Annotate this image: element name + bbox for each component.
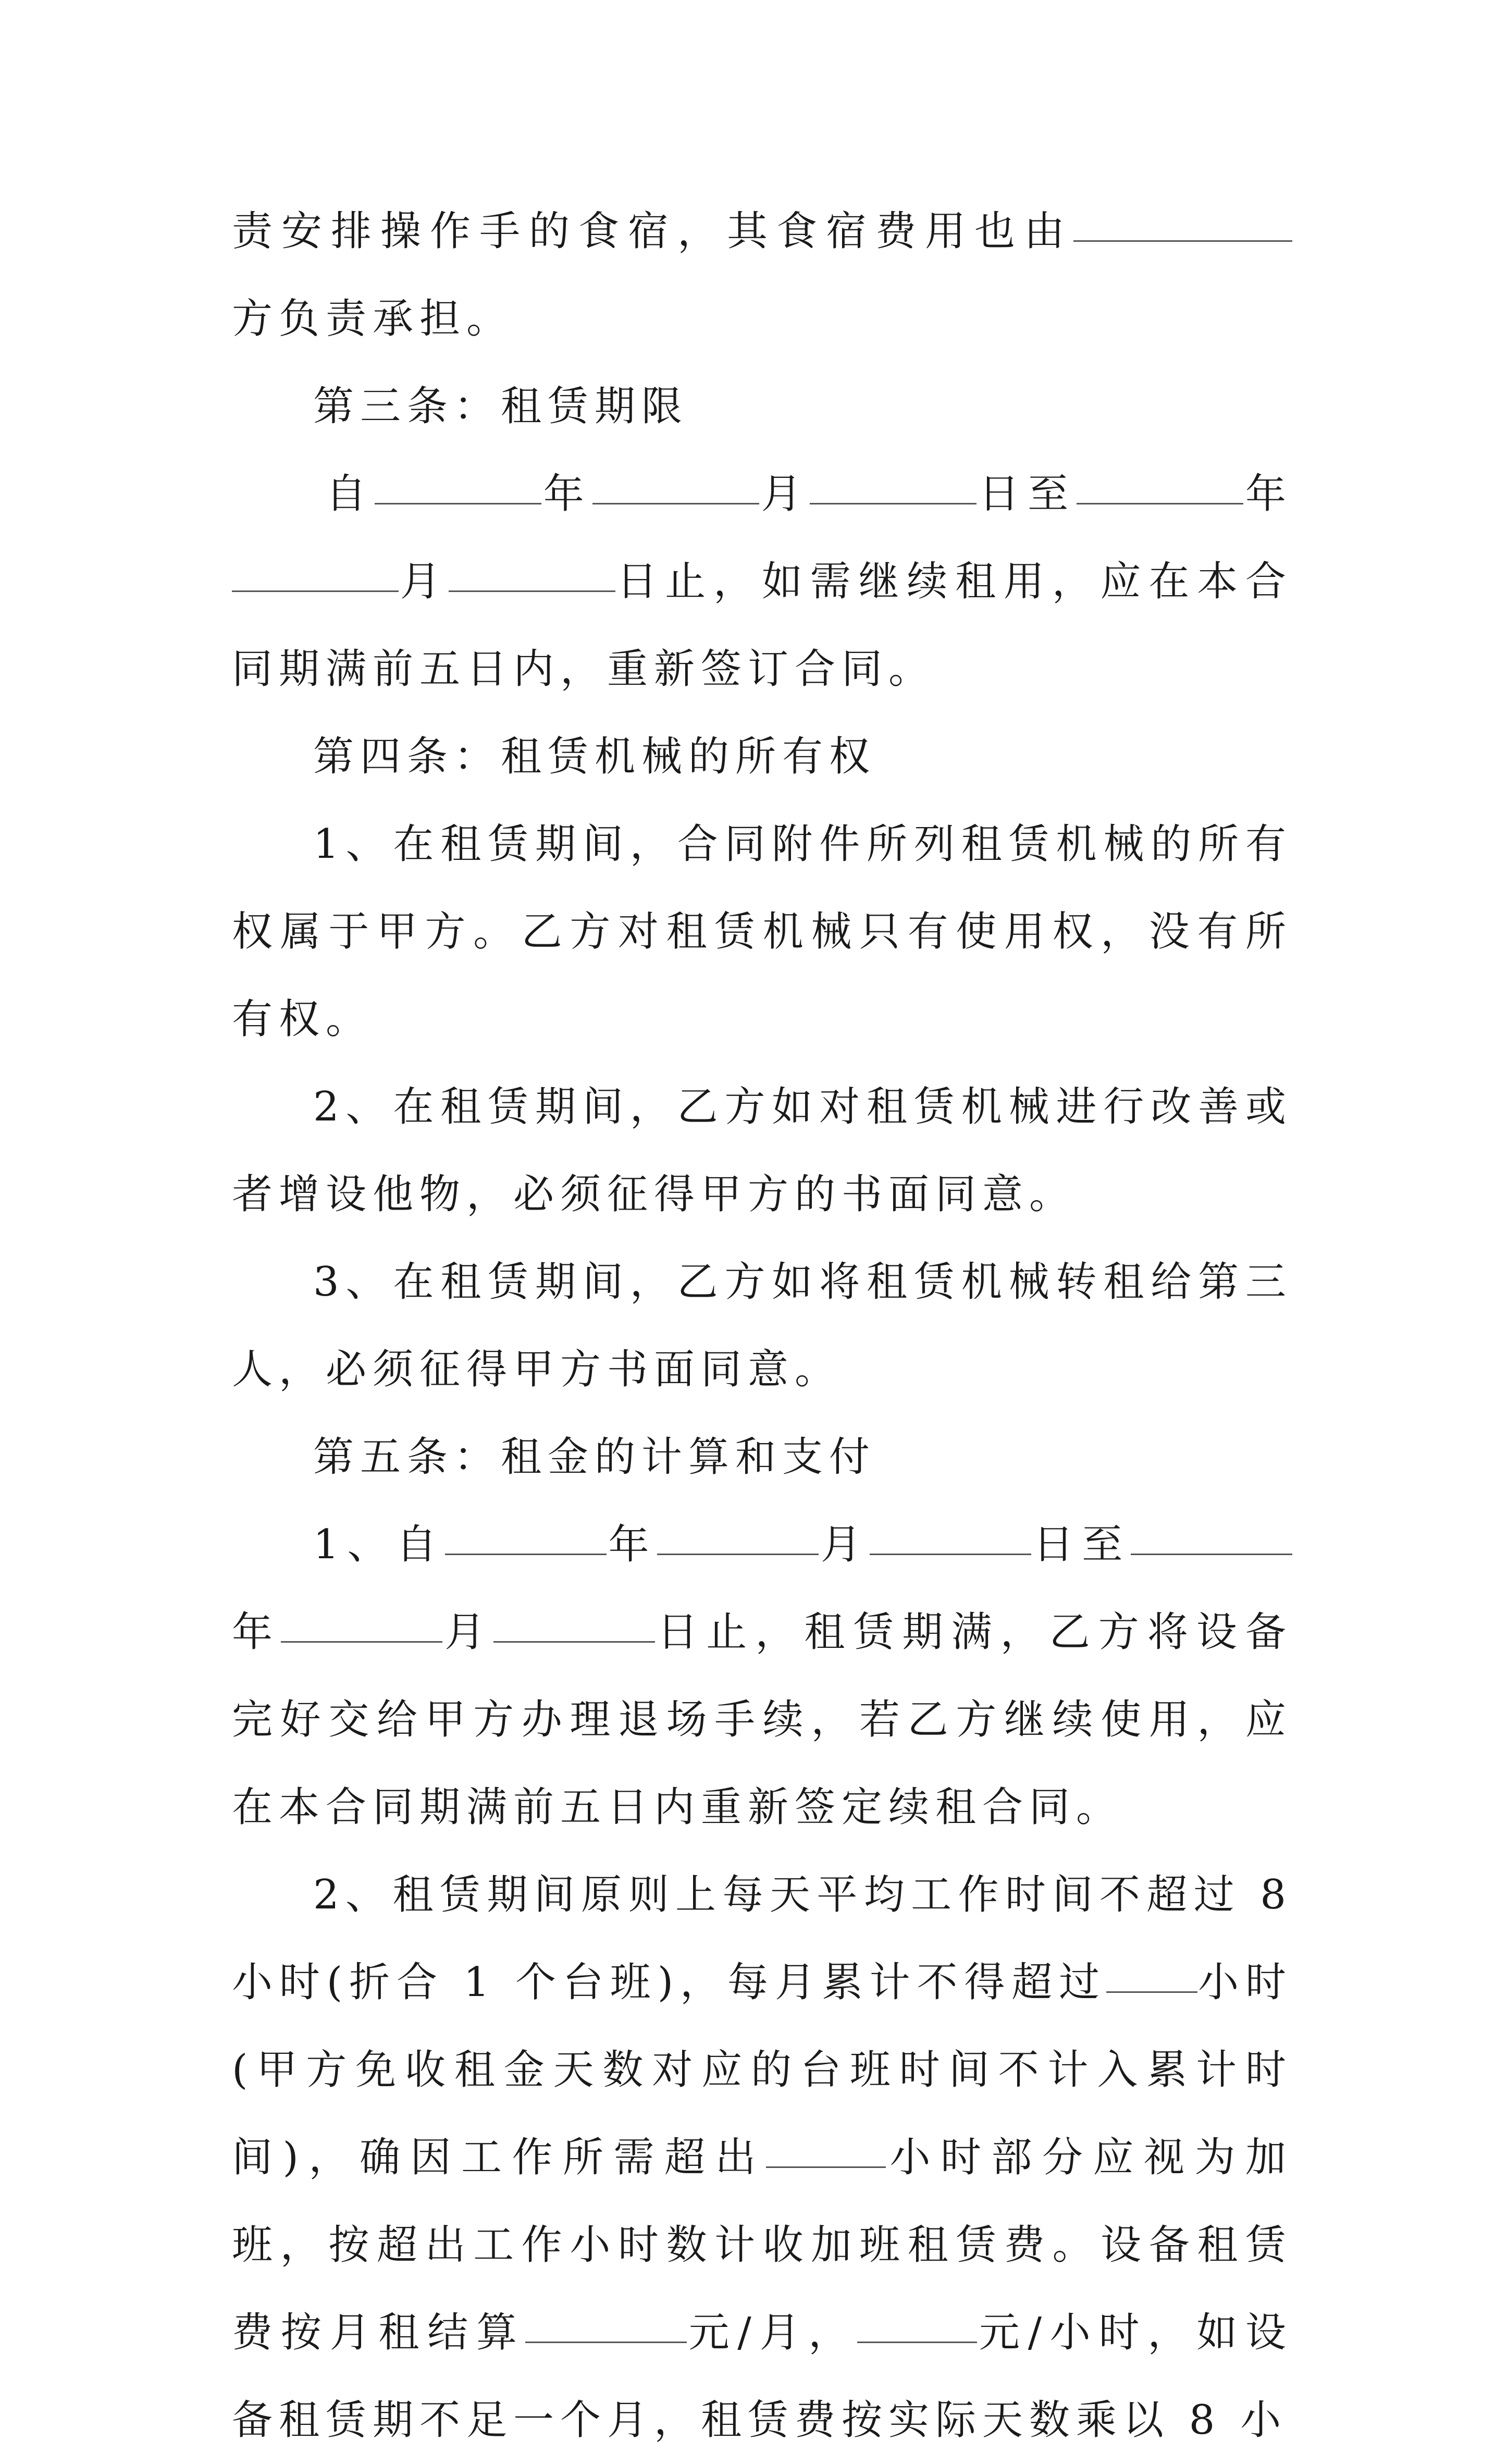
text-segment: 月 [442,1609,494,1656]
text-segment: 日止，如需继续租用，应在本合同期满前五日内，重新签订合同。 [232,558,1292,693]
blank-field[interactable] [493,1641,655,1643]
article-3-heading: 第三条：租赁期限 [313,383,689,430]
text-segment: 年 [1243,471,1292,518]
blank-field[interactable] [449,590,615,592]
text-segment: 日至 [977,471,1077,518]
blank-field[interactable] [1106,1991,1197,1993]
blank-field[interactable] [232,590,399,592]
document-body [232,188,1292,2464]
text-segment: 年 [606,1521,658,1568]
text-segment: 2、租赁期间原则上每天平均工作时间不超过 8 小时(折合 1 个台班)，每月累计不得超过 [232,1871,1292,2006]
blank-field[interactable] [445,1553,607,1555]
paragraph-meals [232,188,1292,363]
article-4-item-2: 2、在租赁期间，乙方如对租赁机械进行改善或者增设他物，必须征得甲方的书面同意。 [232,1083,1292,1218]
text-segment: 1、自 [313,1521,445,1568]
text-segment: 小时部分应视为加班，按超出工作小时数计收加班租赁费。设备租赁费按月租结算 [232,2134,1292,2356]
article-5-heading: 第五条：租金的计算和支付 [313,1434,876,1481]
blank-field[interactable] [1077,502,1243,504]
blank-field[interactable] [657,1553,819,1555]
paragraph-lease-term [232,450,1292,713]
text-segment: 年 [232,1609,281,1656]
text-segment: 元/月， [686,2309,858,2356]
blank-field[interactable] [592,502,759,504]
article-5-item-2 [232,1851,1292,2464]
blank-field[interactable] [1131,1553,1292,1555]
blank-field[interactable] [375,502,541,504]
text-segment: 元/小时，如设备租赁期不足一个月，租赁费按实际天数乘以 8 小 [232,2309,1292,2444]
article-4-item-3: 3、在租赁期间，乙方如将租赁机械转租给第三人，必须征得甲方书面同意。 [232,1259,1292,1393]
article-4-item-1: 1、在租赁期间，合同附件所列租赁机械的所有权属于甲方。乙方对租赁机械只有使用权，没有所有权。 [232,821,1292,1043]
text-segment: 月 [819,1521,870,1568]
text-segment: 月 [759,471,810,518]
blank-field[interactable] [1073,240,1292,242]
text-segment: 年 [541,471,592,518]
text-segment: 自 [326,471,375,518]
article-4-heading: 第四条：租赁机械的所有权 [313,733,876,780]
blank-field[interactable] [810,502,977,504]
blank-field[interactable] [766,2166,886,2168]
blank-field[interactable] [857,2341,977,2343]
text-segment: 小时(甲方免收租金天数对应的台班时间不计入累计时间)，确因工作所需超出 [232,1959,1292,2181]
blank-field[interactable] [525,2341,687,2343]
article-5-item-1 [232,1501,1292,1851]
text-segment: 方负责承担。 [232,295,514,342]
blank-field[interactable] [870,1553,1031,1555]
text-segment: 责安排操作手的食宿，其食宿费用也由 [232,208,1073,255]
blank-field[interactable] [281,1641,442,1643]
text-segment: 日至 [1031,1521,1131,1568]
text-segment: 日止，租赁期满，乙方将设备完好交给甲方办理退场手续，若乙方继续使用，应在本合同期满前五日内重新签定续租合同。 [232,1609,1292,1831]
text-segment: 月 [399,558,449,605]
